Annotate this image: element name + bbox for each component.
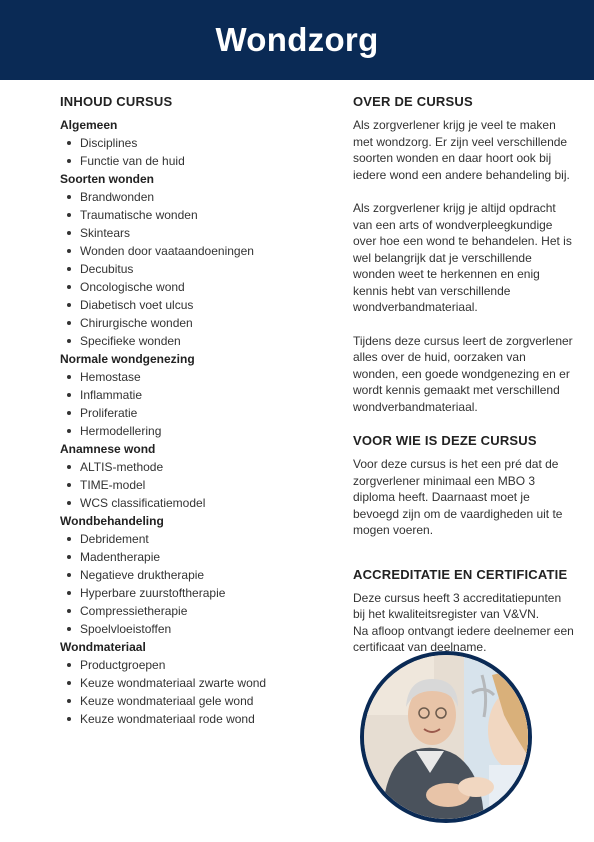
contents-groups: [60, 116, 320, 728]
list-item: Hemostase: [60, 368, 320, 386]
text-line: bevoegd zijn om de vaardigheden uit te: [353, 506, 563, 521]
paragraph-gap: [353, 183, 589, 200]
list-item: Wonden door vaataandoeningen: [60, 242, 320, 260]
about-paragraph: [353, 333, 589, 416]
text-line: wordt kennis gemaakt met verschillend: [353, 383, 560, 397]
list-item: Decubitus: [60, 260, 320, 278]
list-item: Madentherapie: [60, 548, 320, 566]
contents-group-title: Wondmateriaal: [60, 640, 146, 654]
page-header: [0, 0, 594, 80]
list-item: ALTIS-methode: [60, 458, 320, 476]
about-heading: OVER DE CURSUS: [353, 94, 473, 109]
text-line: over hoe een wond te behandelen. Het is: [353, 234, 572, 248]
text-line: wondverbandmateriaal.: [353, 300, 478, 314]
text-line: iedere wond een andere behandeling bij.: [353, 167, 570, 182]
contents-group-title: Normale wondgenezing: [60, 352, 195, 366]
list-item: Debridement: [60, 530, 320, 548]
paragraph-gap: [353, 316, 589, 333]
list-item: Traumatische wonden: [60, 206, 320, 224]
text-line: van een arts of wondverpleegkundige: [353, 217, 553, 232]
list-item: Brandwonden: [60, 188, 320, 206]
text-line: Als zorgverlener krijg je veel te maken: [353, 118, 556, 132]
text-line: mogen voeren.: [353, 523, 434, 537]
list-item: Oncologische wond: [60, 278, 320, 296]
list-item: Disciplines: [60, 134, 320, 152]
text-line: alles over de huid, oorzaken van: [353, 350, 526, 364]
page-title: Wondzorg: [215, 21, 379, 58]
list-item: Keuze wondmateriaal rode wond: [60, 710, 320, 728]
text-line: kennis hebt van verschillende: [353, 283, 511, 298]
text-line: certificaat van deelname.: [353, 640, 487, 654]
contents-item-list: [60, 530, 320, 638]
accreditation-heading: ACCREDITATIE EN CERTIFICATIE: [353, 566, 568, 582]
contents-item-list: [60, 656, 320, 728]
about-paragraph: [353, 200, 589, 316]
course-contents: [60, 93, 320, 728]
caregiver-photo: [360, 651, 532, 823]
text-line: Voor deze cursus is het een pré dat de: [353, 457, 559, 471]
contents-group-title: Algemeen: [60, 118, 118, 132]
list-item: Proliferatie: [60, 404, 320, 422]
about-paragraph: [353, 117, 589, 183]
list-item: Chirurgische wonden: [60, 314, 320, 332]
text-line: bij het kwaliteitsregister van V&VN.: [353, 607, 540, 621]
text-line: Als zorgverlener krijg je altijd opdracht: [353, 201, 556, 215]
text-line: Deze cursus heeft 3 accreditatiepunten: [353, 590, 562, 605]
text-line: Tijdens deze cursus leert de zorgverlener: [353, 333, 573, 348]
contents-group-title: Wondbehandeling: [60, 514, 164, 528]
list-item: Hermodellering: [60, 422, 320, 440]
contents-item-list: [60, 458, 320, 512]
list-item: Negatieve druktherapie: [60, 566, 320, 584]
course-info: [353, 93, 589, 656]
photo-illustration: [364, 655, 528, 819]
text-line: wondverbandmateriaal.: [353, 399, 478, 414]
list-item: Inflammatie: [60, 386, 320, 404]
contents-item-list: [60, 134, 320, 170]
list-item: WCS classificatiemodel: [60, 494, 320, 512]
text-line: met wondzorg. Er zijn veel verschillende: [353, 134, 568, 149]
contents-heading: INHOUD CURSUS: [60, 94, 173, 109]
list-item: Compressietherapie: [60, 602, 320, 620]
list-item: Diabetisch voet ulcus: [60, 296, 320, 314]
list-item: Specifieke wonden: [60, 332, 320, 350]
text-line: Na afloop ontvangt iedere deelnemer een: [353, 623, 574, 638]
text-line: wonden weet te herkennen en enig: [353, 267, 540, 281]
audience-text: [353, 456, 589, 539]
list-item: Skintears: [60, 224, 320, 242]
list-item: Productgroepen: [60, 656, 320, 674]
contents-group-title: Anamnese wond: [60, 442, 156, 456]
text-line: soorten wonden en daar hoort ook bij: [353, 151, 552, 165]
contents-item-list: [60, 368, 320, 440]
list-item: Functie van de huid: [60, 152, 320, 170]
text-line: zorgverlener minimaal een MBO 3: [353, 473, 536, 488]
text-line: wel belangrijk dat je verschillende: [353, 250, 532, 265]
audience-heading: VOOR WIE IS DEZE CURSUS: [353, 433, 537, 448]
list-item: Spoelvloeistoffen: [60, 620, 320, 638]
contents-item-list: [60, 188, 320, 350]
list-item: Keuze wondmateriaal zwarte wond: [60, 674, 320, 692]
contents-group-title: Soorten wonden: [60, 172, 154, 186]
text-line: diploma heeft. Daarnaast moet je: [353, 490, 530, 504]
list-item: TIME-model: [60, 476, 320, 494]
list-item: Keuze wondmateriaal gele wond: [60, 692, 320, 710]
accreditation-text: [353, 590, 589, 656]
text-line: wonden, een goede wondgenezing en er: [353, 366, 570, 381]
about-text: [353, 117, 589, 415]
list-item: Hyperbare zuurstoftherapie: [60, 584, 320, 602]
